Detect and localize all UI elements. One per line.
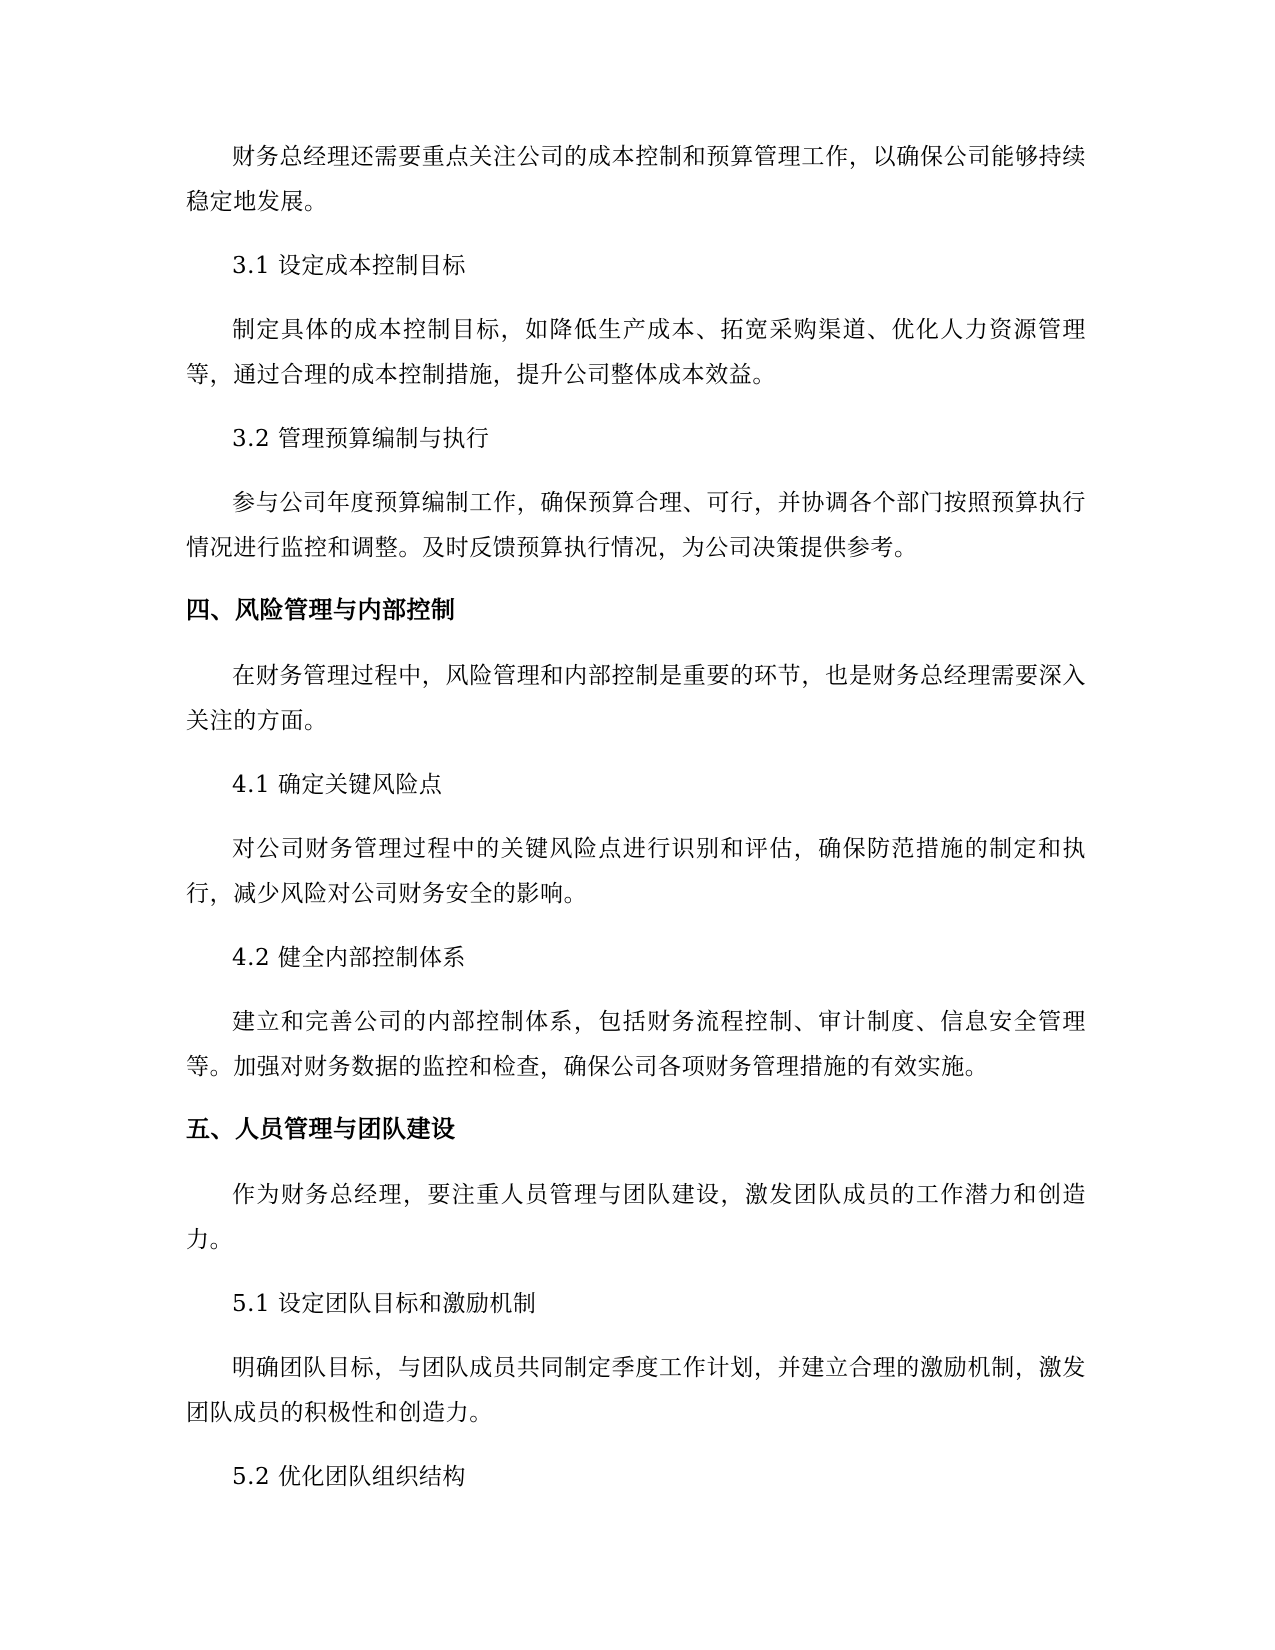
paragraph-internal-control: 建立和完善公司的内部控制体系，包括财务流程控制、审计制度、信息安全管理等。加强对财务数据的监控和检查，确保公司各项财务管理措施的有效实施。: [186, 1009, 1086, 1080]
subheading-3-2: 3.2 管理预算编制与执行: [232, 426, 490, 452]
subheading-5-2: 5.2 优化团队组织结构: [232, 1464, 466, 1490]
section-heading-5: 五、人员管理与团队建设: [186, 1115, 456, 1143]
paragraph-cost-intro: 财务总经理还需要重点关注公司的成本控制和预算管理工作，以确保公司能够持续稳定地发展。: [186, 144, 1086, 215]
paragraph-team-intro: 作为财务总经理，要注重人员管理与团队建设，激发团队成员的工作潜力和创造力。: [186, 1182, 1086, 1253]
subheading-4-1: 4.1 确定关键风险点: [232, 772, 443, 798]
paragraph-cost-targets: 制定具体的成本控制目标，如降低生产成本、拓宽采购渠道、优化人力资源管理等，通过合理的成本控制措施，提升公司整体成本效益。: [186, 317, 1086, 388]
subheading-5-1: 5.1 设定团队目标和激励机制: [232, 1291, 537, 1317]
document-page: [186, 135, 1086, 1519]
paragraph-risk-points: 对公司财务管理过程中的关键风险点进行识别和评估，确保防范措施的制定和执行，减少风险对公司财务安全的影响。: [186, 836, 1086, 907]
paragraph-team-goals: 明确团队目标，与团队成员共同制定季度工作计划，并建立合理的激励机制，激发团队成员的积极性和创造力。: [186, 1355, 1086, 1426]
paragraph-risk-intro: 在财务管理过程中，风险管理和内部控制是重要的环节，也是财务总经理需要深入关注的方面。: [186, 663, 1086, 734]
section-heading-4: 四、风险管理与内部控制: [186, 596, 456, 624]
subheading-4-2: 4.2 健全内部控制体系: [232, 945, 466, 971]
subheading-3-1: 3.1 设定成本控制目标: [232, 253, 466, 279]
paragraph-budget: 参与公司年度预算编制工作，确保预算合理、可行，并协调各个部门按照预算执行情况进行监控和调整。及时反馈预算执行情况，为公司决策提供参考。: [186, 490, 1086, 561]
